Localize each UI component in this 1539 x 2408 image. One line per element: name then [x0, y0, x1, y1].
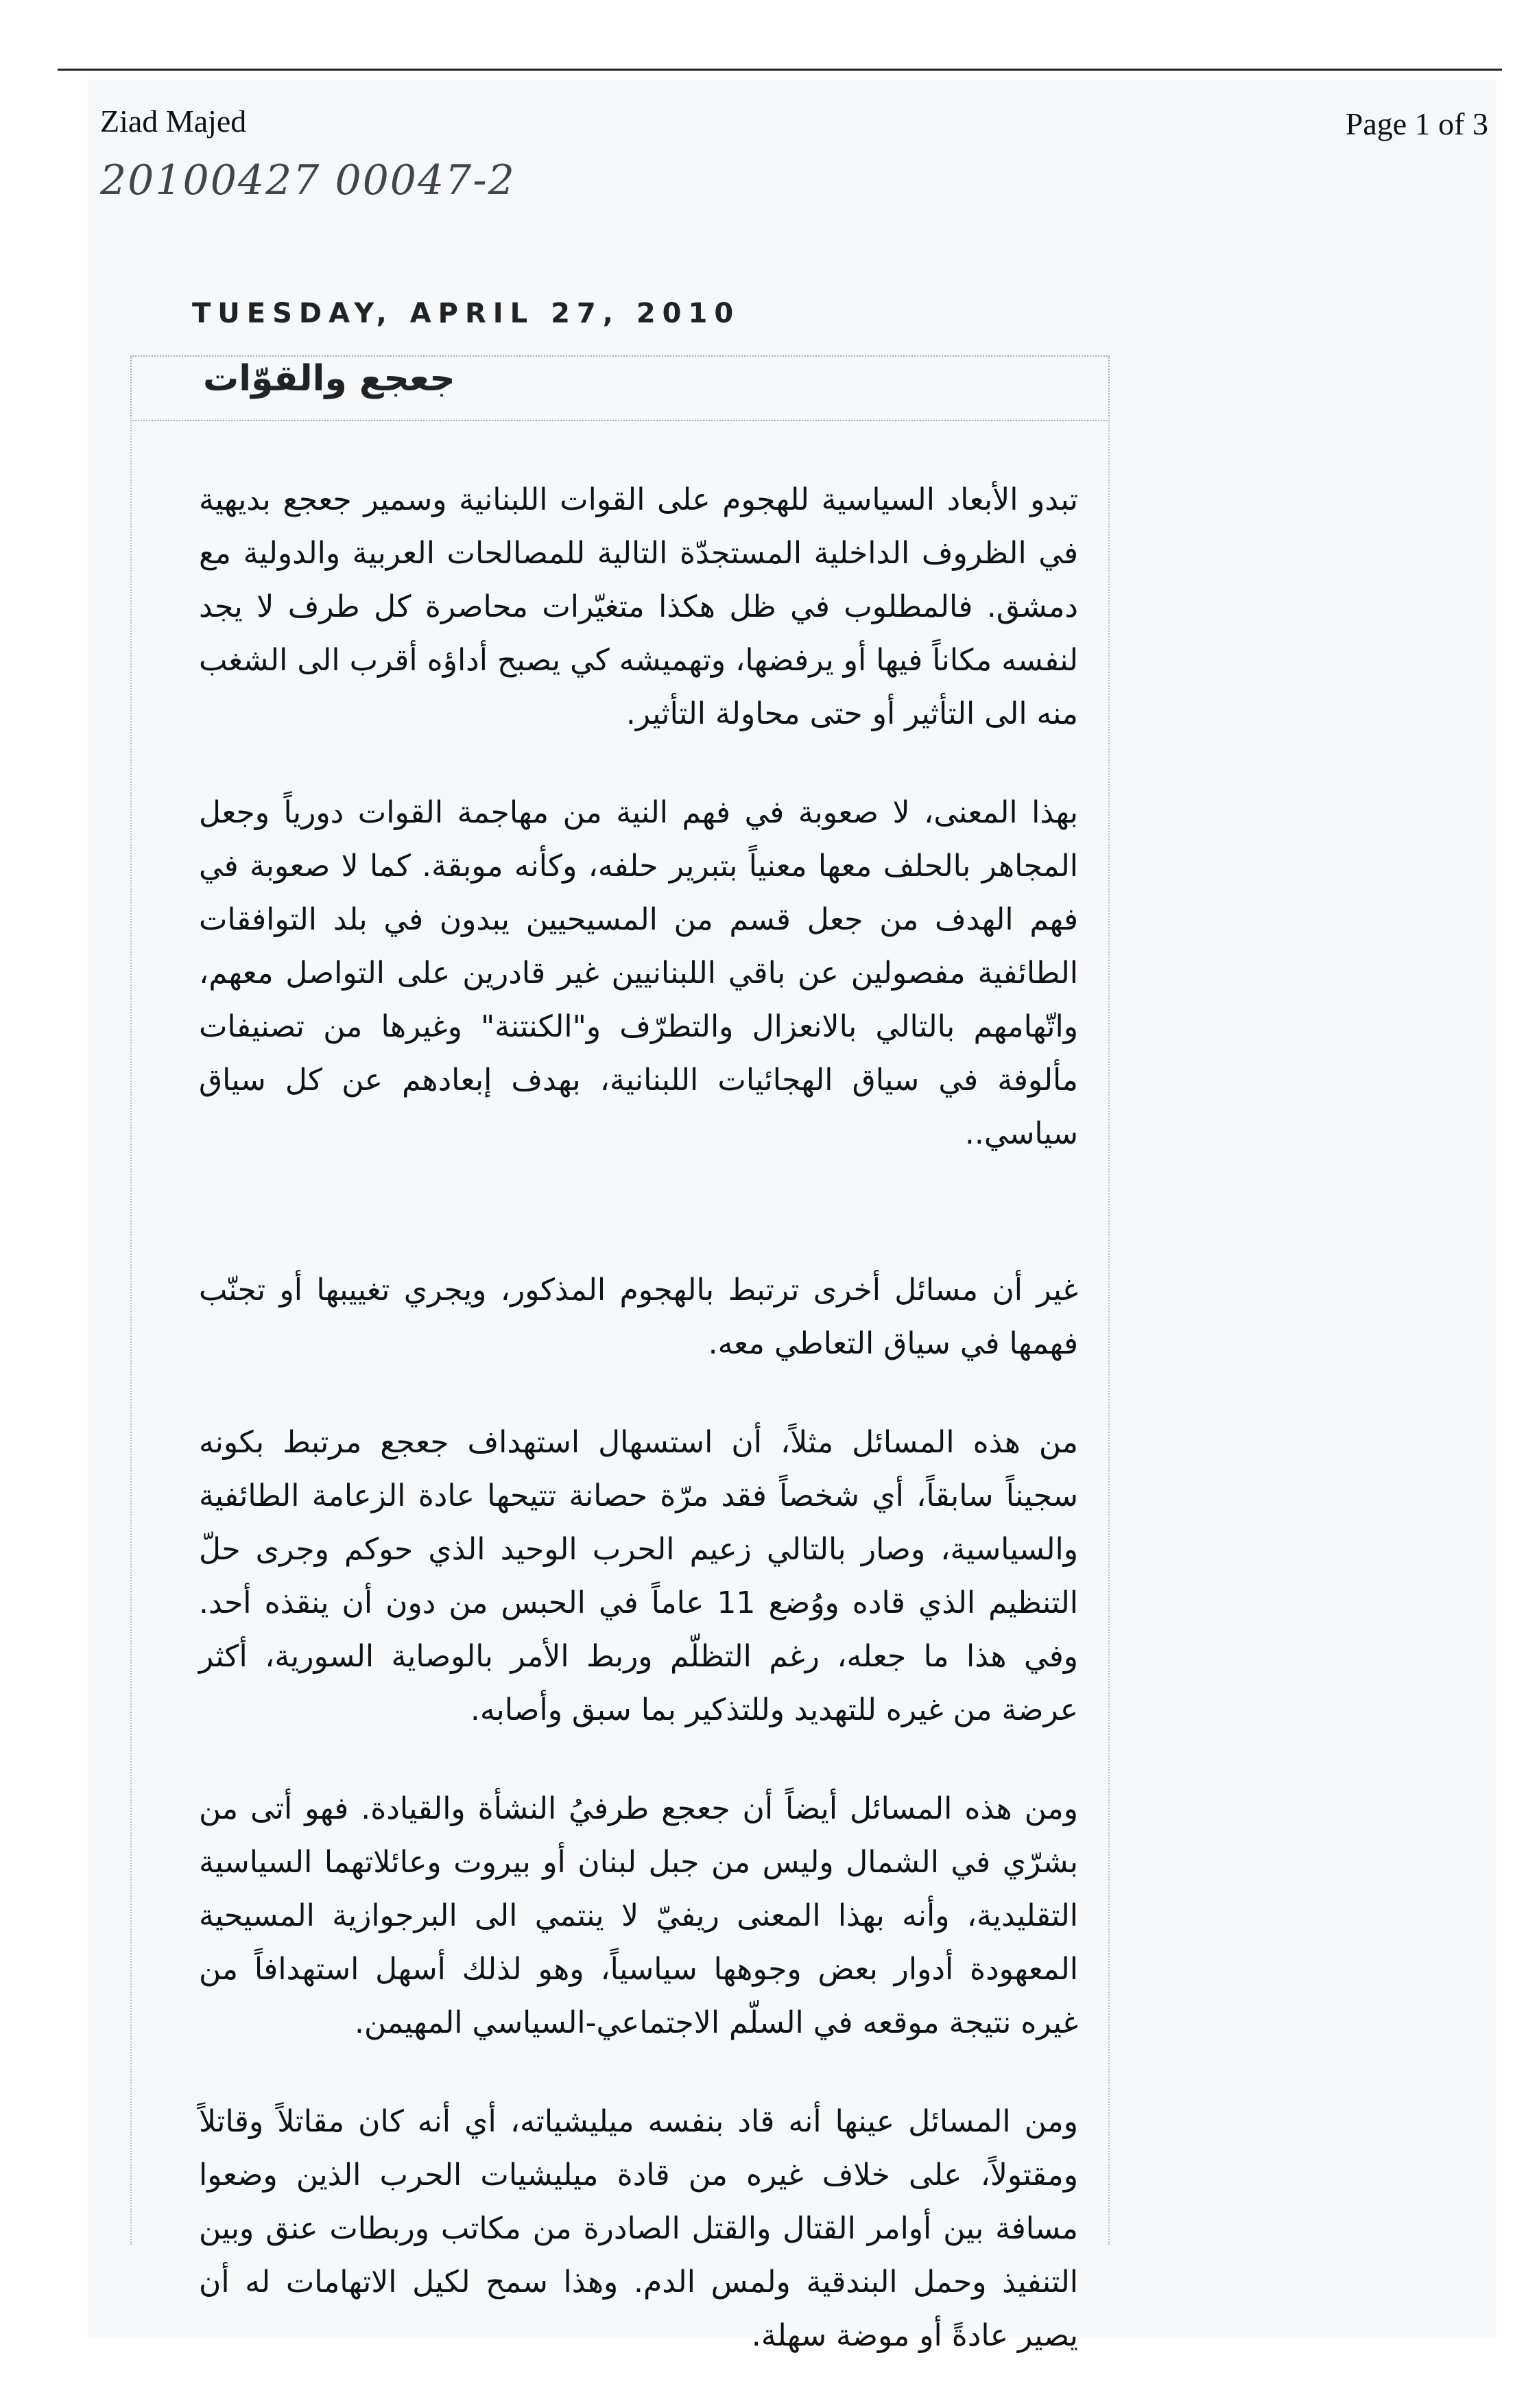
top-rule [58, 69, 1502, 71]
paragraph: ومن المسائل عينها أنه قاد بنفسه ميليشياته، أي أنه كان مقاتلاً وقاتلاً ومقتولاً، على خلاف غيره من قادة ميليشيات الحرب الذين وضعوا مسافة بين أوامر القتال والقتل الصادرة من مكاتب وربطات عنق وبين التنفيذ وحمل البندقية ولمس الدم. وهذا سمح لكيل الاتهامات له أن يصير عادةً أو موضة سهلة. [199, 2104, 1078, 2353]
paragraph: بهذا المعنى، لا صعوبة في فهم النية من مهاجمة القوات دورياً وجعل المجاهر بالحلف معها معنياً بتبرير حلفه، وكأنه موبقة. كما لا صعوبة في فهم الهدف من جعل قسم من المسيحيين يبدون في بلد التوافقات الطائفية مفصولين عن باقي اللبنانيين غير قادرين على التواصل معهم، واتّهامهم بالتالي بالانعزال والتطرّف و"الكنتنة" وغيرها من تصنيفات مألوفة في سياق الهجائيات اللبنانية، بهدف إبعادهم عن كل سياق سياسي.. [199, 795, 1078, 1151]
handwritten-reference: 20100427 00047-2 [100, 156, 516, 204]
post-title: جعجع والقوّات [203, 358, 455, 399]
paragraph: تبدو الأبعاد السياسية للهجوم على القوات اللبنانية وسمير جعجع بديهية في الظروف الداخلية المستجدّة التالية للمصالحات العربية والدولية مع دمشق. فالمطلوب في ظل هكذا متغيّرات محاصرة كل طرف لا يجد لنفسه مكاناً فيها أو يرفضها، وتهميشه كي يصبح أداؤه أقرب الى الشغب منه الى التأثير أو حتى محاولة التأثير. [199, 482, 1078, 731]
paragraph: غير أن مسائل أخرى ترتبط بالهجوم المذكور، ويجري تغييبها أو تجنّب فهمها في سياق التعاطي معه. [199, 1273, 1078, 1361]
paragraph: ومن هذه المسائل أيضاً أن جعجع طرفيُ النشأة والقيادة. فهو أتى من بشرّي في الشمال وليس من جبل لبنان أو بيروت وعائلاتهما السياسية التقليدية، وأنه بهذا المعنى ريفيّ لا ينتمي الى البرجوازية المسيحية المعهودة أدوار بعض وجوهها سياسياً، وهو لذلك أسهل استهدافاً من غيره نتيجة موقعه في السلّم الاجتماعي-السياسي المهيمن. [199, 1791, 1078, 2040]
paragraph: من هذه المسائل مثلاً، أن استسهال استهداف جعجع مرتبط بكونه سجيناً سابقاً، أي شخصاً فقد مرّة حصانة تتيحها عادة الزعامة الطائفية والسياسية، وصار بالتالي زعيم الحرب الوحيد الذي حوكم وجرى حلّ التنظيم الذي قاده ووُضع 11 عاماً في الحبس من دون أن ينقذه أحد. وفي هذا ما جعله، رغم التظلّم وربط الأمر بالوصاية السورية، أكثر عرضة من غيره للتهديد وللتذكير بما سبق وأصابه. [199, 1425, 1079, 1727]
article-body [199, 473, 1078, 2408]
author-name: Ziad Majed [100, 104, 247, 139]
post-date: TUESDAY, APRIL 27, 2010 [192, 298, 741, 329]
page-number: Page 1 of 3 [1345, 106, 1488, 141]
